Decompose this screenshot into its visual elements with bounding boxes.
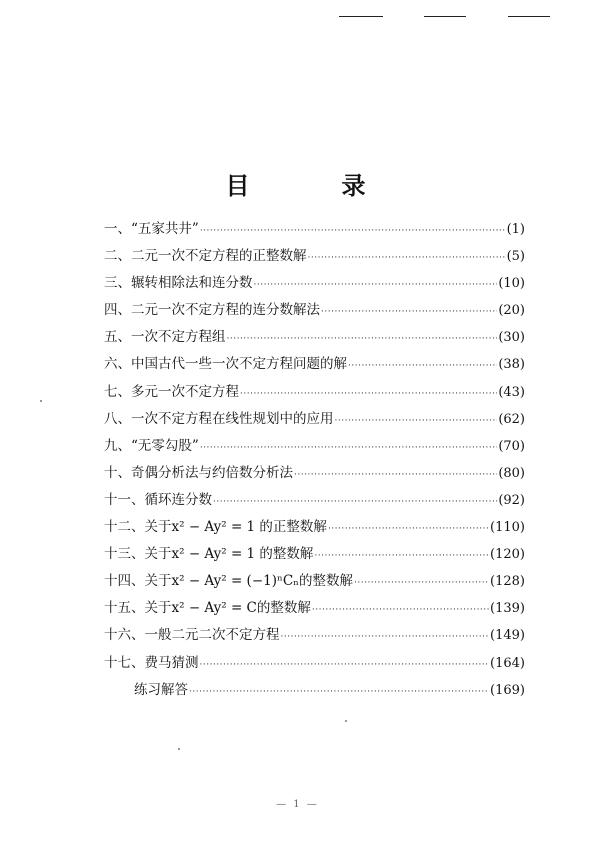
dot-leader bbox=[200, 660, 490, 670]
dot-leader bbox=[200, 226, 506, 236]
toc-entry-title: 十四、关于x² − Ay² = (−1)ⁿCₙ的整数解 bbox=[104, 573, 353, 590]
toc-entry[interactable] bbox=[104, 298, 525, 325]
table-of-contents bbox=[104, 217, 525, 705]
scan-speck bbox=[40, 400, 42, 402]
toc-entry-page: (149) bbox=[490, 628, 525, 644]
toc-entry-page: (20) bbox=[498, 303, 525, 319]
toc-entry[interactable] bbox=[104, 380, 525, 407]
dot-leader bbox=[227, 334, 498, 344]
dot-leader bbox=[335, 416, 498, 426]
header-rules bbox=[0, 16, 595, 20]
toc-entry-title: 十一、循环连分数 bbox=[104, 491, 212, 508]
toc-entry-title: 二、二元一次不定方程的正整数解 bbox=[104, 248, 307, 265]
toc-entry-page: (1) bbox=[506, 222, 525, 237]
toc-entry-page: (92) bbox=[498, 492, 525, 508]
toc-entry[interactable] bbox=[104, 515, 525, 542]
toc-entry-title: 十六、一般二元二次不定方程 bbox=[104, 627, 280, 644]
toc-entry[interactable] bbox=[104, 434, 525, 461]
toc-entry[interactable] bbox=[104, 325, 525, 352]
page-number: — 1 — bbox=[276, 799, 319, 810]
scan-speck bbox=[345, 720, 347, 722]
toc-entry-page: (120) bbox=[490, 547, 525, 563]
dot-leader bbox=[354, 578, 489, 588]
toc-entry-page: (5) bbox=[506, 249, 525, 265]
toc-entry-page: (30) bbox=[498, 330, 525, 346]
toc-entry-title: 五、一次不定方程组 bbox=[104, 329, 226, 346]
toc-entry-page: (62) bbox=[498, 411, 525, 427]
toc-entry-page: (80) bbox=[498, 465, 525, 481]
toc-entry[interactable] bbox=[104, 407, 525, 434]
dot-leader bbox=[348, 361, 497, 371]
toc-entry-title: 九、“无零勾股” bbox=[104, 437, 199, 454]
dot-leader bbox=[294, 470, 497, 480]
toc-entry-page: (10) bbox=[498, 276, 525, 292]
dot-leader bbox=[281, 632, 490, 642]
dot-leader bbox=[254, 280, 498, 290]
toc-entry[interactable] bbox=[104, 623, 525, 650]
toc-entry-title: 八、一次不定方程在线性规划中的应用 bbox=[104, 410, 334, 427]
header-rule bbox=[339, 16, 383, 17]
toc-entry-title: 三、辗转相除法和连分数 bbox=[104, 275, 253, 292]
toc-entry-page: (43) bbox=[498, 384, 525, 400]
toc-entry-page: (38) bbox=[498, 357, 525, 373]
toc-entry-title: 一、“五家共井” bbox=[104, 221, 199, 237]
toc-entry[interactable] bbox=[104, 596, 525, 623]
toc-entry[interactable] bbox=[104, 217, 525, 244]
header-rule bbox=[424, 16, 466, 17]
toc-entry-title: 十三、关于x² − Ay² = 1 的整数解 bbox=[104, 546, 314, 563]
toc-entry[interactable] bbox=[104, 244, 525, 271]
toc-entry-page: (110) bbox=[490, 520, 525, 536]
toc-entry[interactable] bbox=[104, 651, 525, 678]
page-title: 目 录 bbox=[225, 171, 400, 200]
dot-leader bbox=[240, 389, 497, 399]
toc-entry-title: 十五、关于x² − Ay² = C的整数解 bbox=[104, 600, 311, 617]
toc-entry-title: 六、中国古代一些一次不定方程问题的解 bbox=[104, 356, 347, 373]
dot-leader bbox=[189, 687, 489, 697]
dot-leader bbox=[308, 253, 506, 263]
dot-leader bbox=[312, 605, 489, 615]
scan-speck bbox=[178, 748, 180, 750]
header-rule bbox=[508, 16, 550, 17]
toc-entry[interactable] bbox=[104, 678, 525, 705]
dot-leader bbox=[200, 443, 498, 453]
toc-entry-page: (169) bbox=[490, 682, 525, 698]
toc-entry[interactable] bbox=[104, 569, 525, 596]
dot-leader bbox=[321, 307, 497, 317]
toc-entry[interactable] bbox=[104, 542, 525, 569]
toc-entry-title: 七、多元一次不定方程 bbox=[104, 383, 239, 400]
toc-entry-title: 十、奇偶分析法与约倍数分析法 bbox=[104, 464, 293, 481]
toc-entry-title: 十七、费马猜测 bbox=[104, 654, 199, 671]
toc-entry-page: (128) bbox=[490, 574, 525, 590]
toc-entry[interactable] bbox=[104, 461, 525, 488]
dot-leader bbox=[314, 551, 489, 561]
toc-entry[interactable] bbox=[104, 271, 525, 298]
toc-entry-page: (139) bbox=[490, 601, 525, 617]
toc-entry-page: (70) bbox=[498, 438, 525, 454]
toc-entry-title: 练习解答 bbox=[134, 681, 188, 698]
toc-entry-page: (164) bbox=[490, 655, 525, 671]
toc-entry[interactable] bbox=[104, 488, 525, 515]
toc-entry[interactable] bbox=[104, 352, 525, 379]
dot-leader bbox=[213, 497, 497, 507]
toc-entry-title: 四、二元一次不定方程的连分数解法 bbox=[104, 302, 320, 319]
toc-entry-title: 十二、关于x² − Ay² = 1 的正整数解 bbox=[104, 519, 327, 536]
dot-leader bbox=[328, 524, 489, 534]
